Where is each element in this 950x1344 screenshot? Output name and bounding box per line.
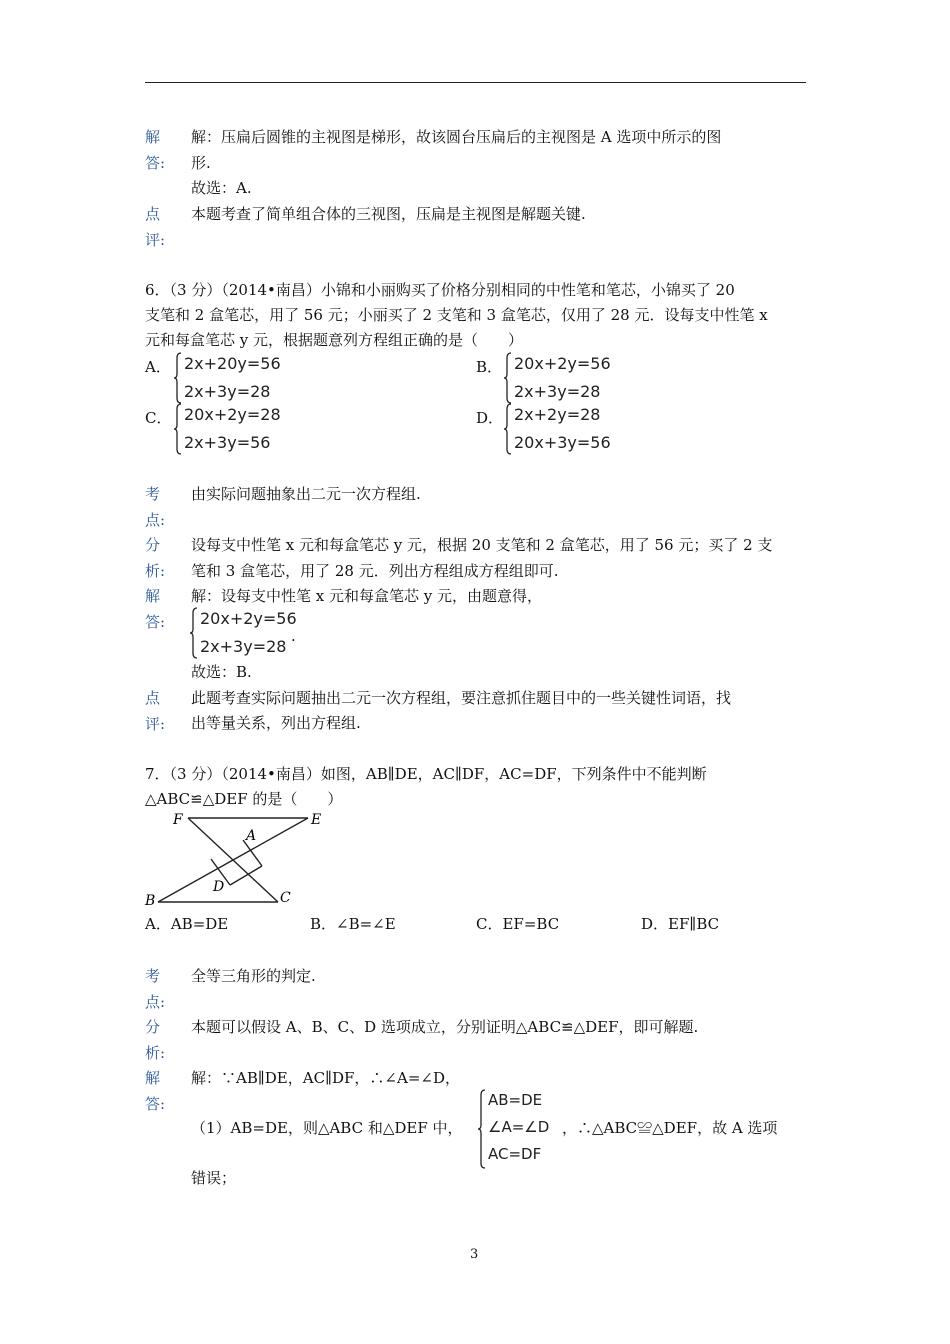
label-f: F (173, 812, 183, 828)
q6-stem-line3: 元和每盒笔芯 y 元，根据题意列方程组正确的是（ ） (145, 331, 524, 349)
q6-option-a-letter: A． (145, 358, 171, 376)
q6-option-b-letter: B． (476, 358, 503, 376)
label-c: C (280, 890, 291, 906)
q7-fenxi: 本题可以假设 A、B、C、D 选项成立，分别证明△ABC≌△DEF，即可解题. (191, 1018, 699, 1036)
q7-option-d: D．EF∥BC (641, 915, 720, 933)
q6-jieda-system: 20x+2y=56 2x+3y=28 (190, 605, 310, 661)
q5-jieda-label: 解 答: (145, 128, 166, 172)
segment-fc (188, 818, 278, 902)
label-e: E (311, 812, 322, 828)
q7-option-c: C．EF=BC (476, 915, 560, 933)
q6-jieda-label: 解 答: (145, 587, 166, 631)
q7-option-a: A．AB=DE (145, 915, 229, 933)
q5-jieda-line3: 故选：A. (191, 179, 252, 197)
q6-option-d-letter: D． (476, 409, 504, 427)
q5-jieda-line2: 形. (191, 154, 211, 172)
q6-jieda-dot: . (291, 627, 296, 645)
q5-dianping: 本题考查了简单组合体的三视图，压扁是主视图是解题关键. (191, 205, 586, 223)
q7-jieda-line1: 解：∵AB∥DE，AC∥DF，∴∠A=∠D， (191, 1069, 460, 1087)
q6-jieda-line1: 解：设每支中性笔 x 元和每盒笔芯 y 元，由题意得， (191, 587, 543, 605)
label-b: B (145, 893, 156, 909)
q7-case1-end: 错误； (191, 1169, 237, 1187)
q7-figure (140, 808, 340, 910)
brace-icon (478, 1089, 486, 1169)
label-d: D (213, 879, 225, 895)
page-number: 3 (470, 1247, 479, 1262)
q6-option-b-system: 20x+2y=56 2x+3y=28 (504, 350, 624, 406)
q6-dianping-line2: 出等量关系，列出方程组. (191, 714, 361, 732)
q6-stem-line2: 支笔和 2 盒笔芯，用了 56 元；小丽买了 2 支笔和 3 盒笔芯，仅用了 28 元．设每支中性笔 x (145, 306, 768, 324)
q7-stem-line2: △ABC≌△DEF 的是（ ） (145, 790, 343, 808)
q6-fenxi-line2: 笔和 3 盒笔芯，用了 28 元．列出方程组成方程组即可. (191, 562, 559, 580)
q6-option-a-system: 2x+20y=56 2x+3y=28 (174, 350, 294, 406)
q6-option-c-letter: C． (145, 409, 172, 427)
q5-jieda-line1: 解：压扁后圆锥的主视图是梯形，故该圆台压扁后的主视图是 A 选项中所示的图 (191, 128, 722, 146)
q6-option-c-system: 20x+2y=28 2x+3y=56 (174, 401, 294, 457)
brace-icon (190, 607, 198, 659)
brace-icon (504, 403, 512, 455)
q6-stem-line1: 6．（3 分）（2014•南昌）小锦和小丽购买了价格分别相同的中性笔和笔芯，小锦买了 20 (145, 281, 735, 299)
q7-option-b: B．∠B=∠E (310, 915, 396, 933)
q7-kaodian-label: 考 点: (145, 967, 166, 1011)
q6-kaodian: 由实际问题抽象出二元一次方程组. (191, 485, 421, 503)
label-a: A (246, 828, 257, 844)
brace-icon (504, 352, 512, 404)
brace-icon (174, 403, 182, 455)
q5-dianping-label: 点 评: (145, 205, 166, 249)
q6-option-d-system: 2x+2y=28 20x+3y=56 (504, 401, 624, 457)
q6-fenxi-label: 分 析: (145, 536, 166, 580)
q7-case1-suffix: ，∴△ABC≌△DEF，故 A 选项 (562, 1119, 778, 1137)
q7-jieda-label: 解 答: (145, 1069, 166, 1113)
header-rule (145, 82, 806, 83)
brace-icon (174, 352, 182, 404)
q7-kaodian: 全等三角形的判定. (191, 967, 316, 985)
q7-stem-line1: 7．（3 分）（2014•南昌）如图，AB∥DE，AC∥DF，AC=DF，下列条件中不能判断 (145, 765, 707, 783)
q7-case1-system: AB=DE ∠A=∠D AC=DF (478, 1087, 578, 1171)
q6-kaodian-label: 考 点: (145, 485, 166, 529)
q6-fenxi-line1: 设每支中性笔 x 元和每盒笔芯 y 元，根据 20 支笔和 2 盒笔芯，用了 56 元；买了 2 支 (191, 536, 773, 554)
q6-dianping-label: 点 评: (145, 689, 166, 733)
q7-fenxi-label: 分 析: (145, 1018, 166, 1062)
q6-dianping-line1: 此题考查实际问题抽出二元一次方程组，要注意抓住题目中的一些关键性词语，找 (191, 689, 732, 707)
q7-case1-prefix: （1）AB=DE，则△ABC 和△DEF 中， (191, 1119, 463, 1137)
q6-jieda-end: 故选：B. (191, 663, 252, 681)
